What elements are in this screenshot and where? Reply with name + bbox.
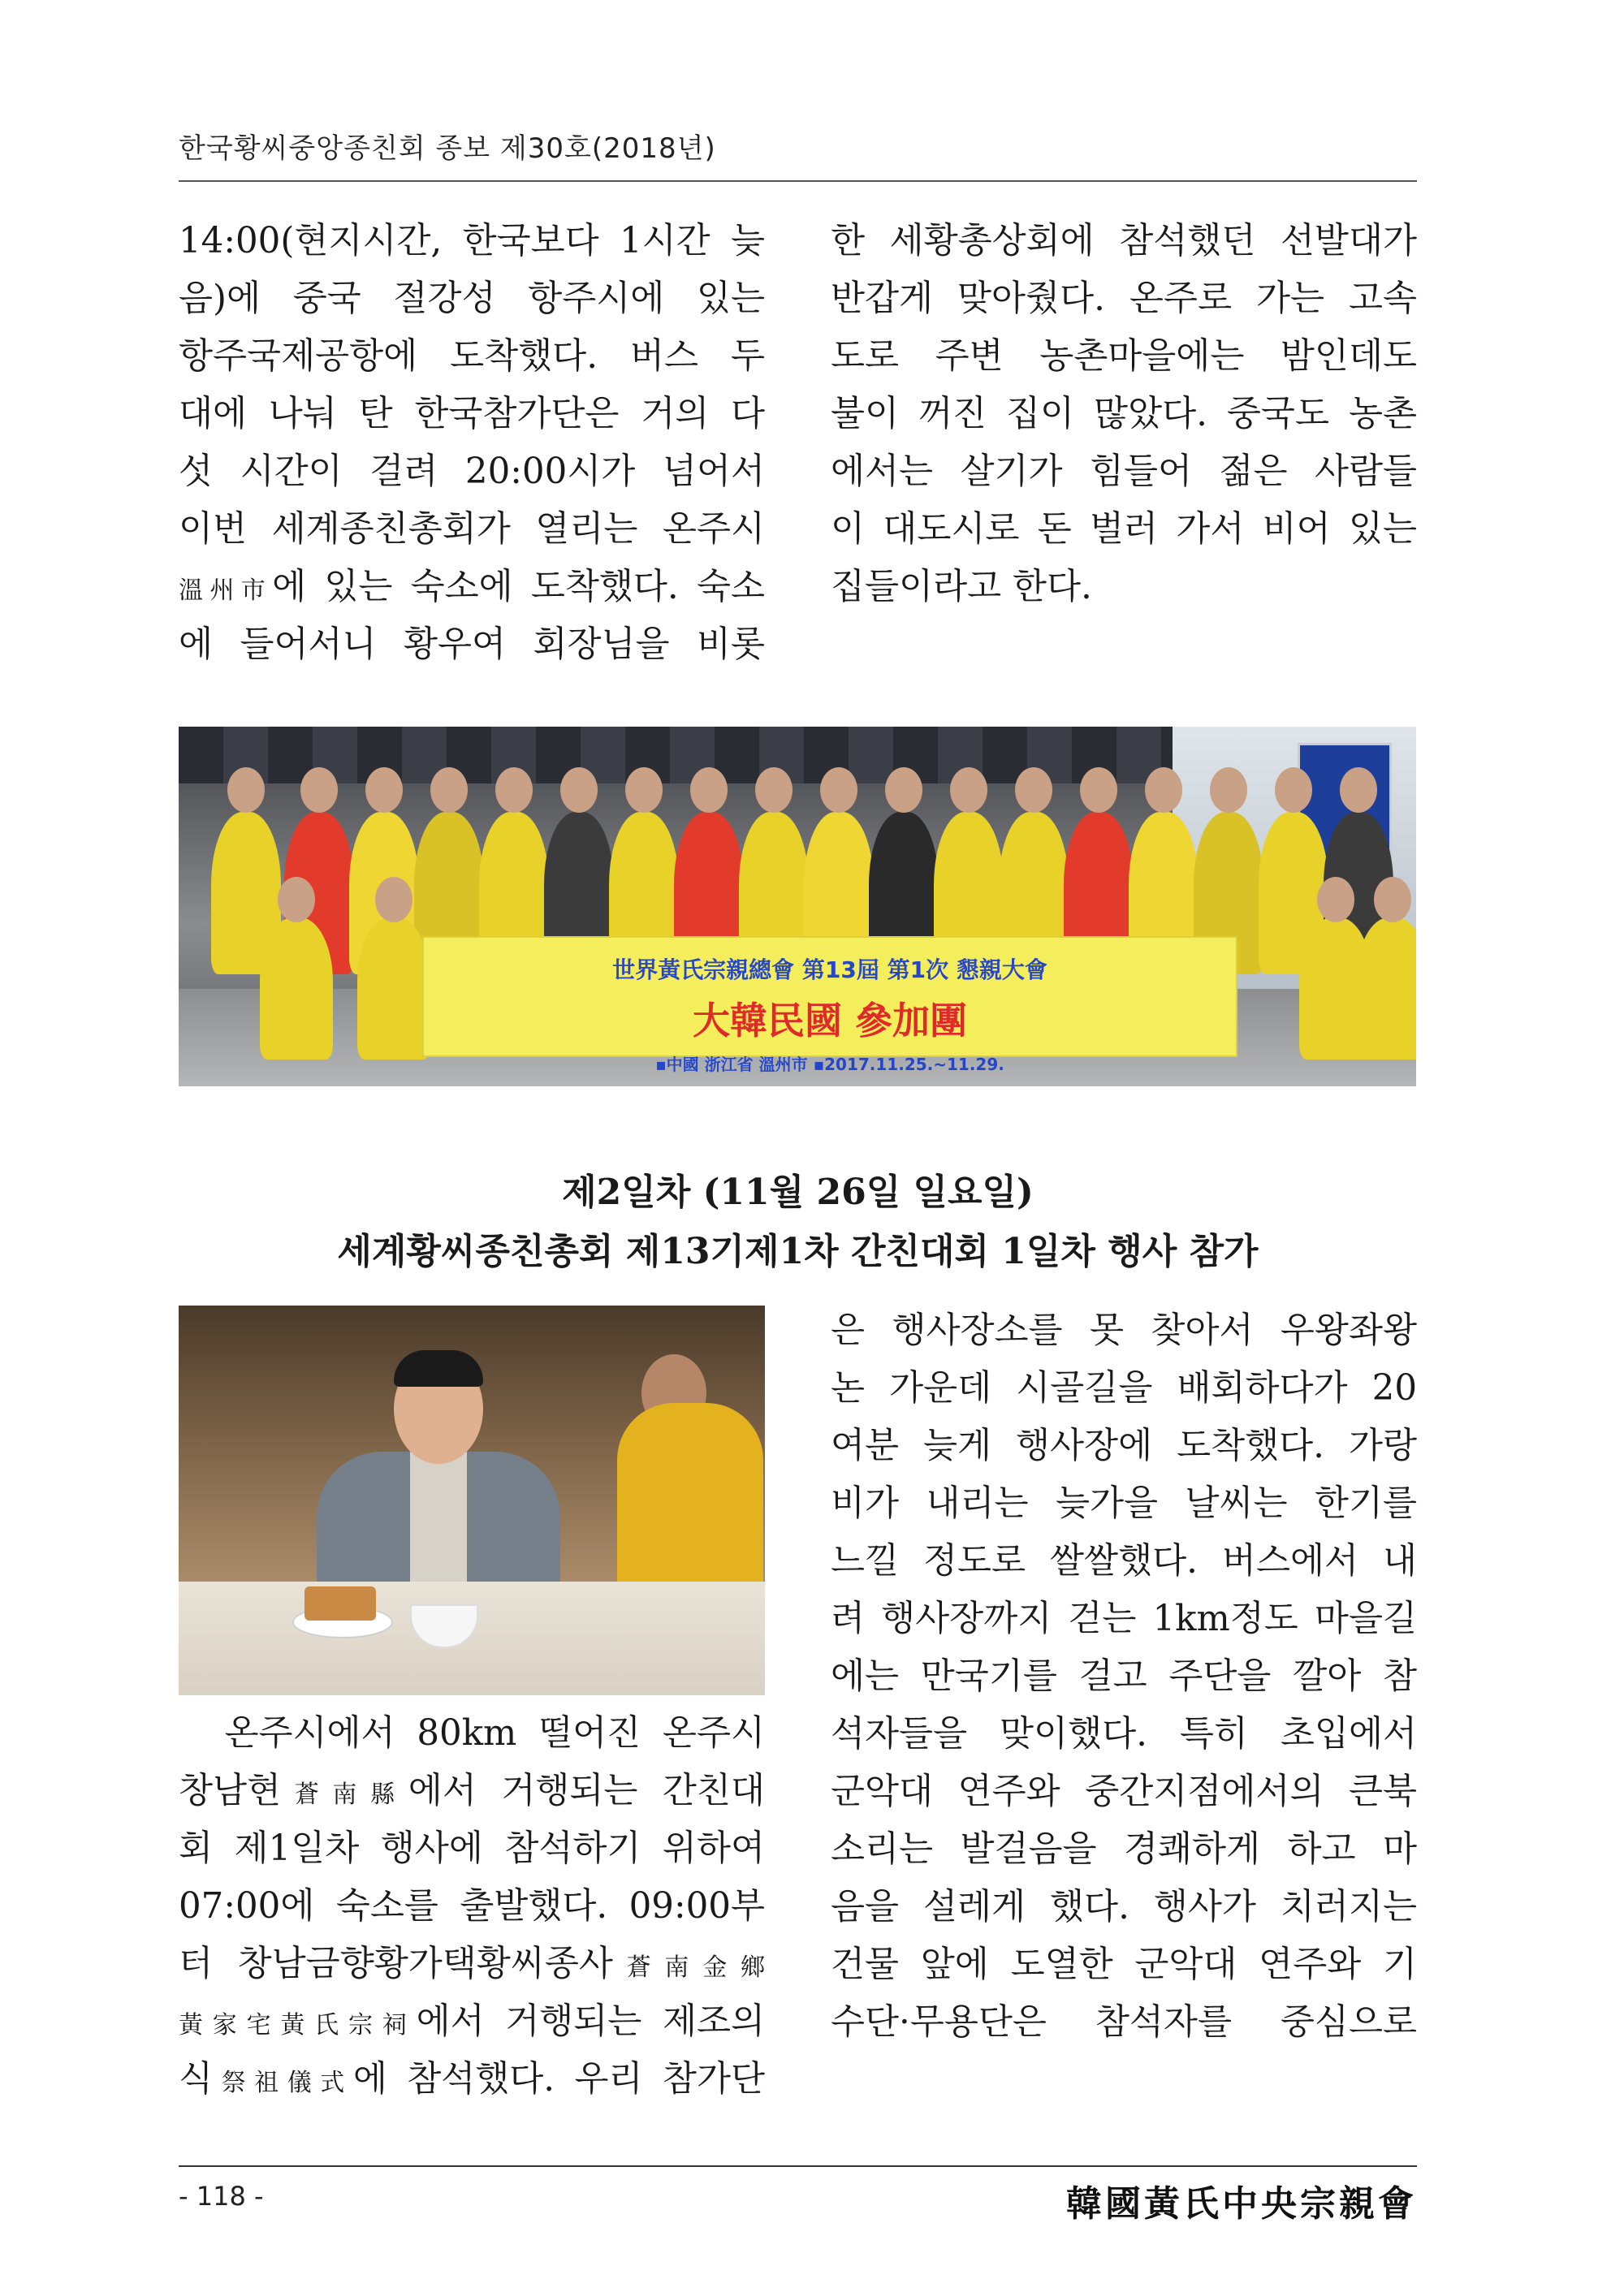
text-line	[179, 501, 765, 559]
text-segment: 에서 거행되는 제조의	[416, 2001, 765, 2042]
group-member-head	[690, 767, 728, 813]
toast	[304, 1586, 376, 1621]
text-segment: 에 들어서니 황우여 회장님을 비롯	[179, 624, 765, 665]
group-member-head	[1340, 767, 1377, 813]
hanja-annotation: 祭祖儀式	[213, 2069, 353, 2097]
running-header: 한국황씨중앙종친회 종보 제30호(2018년)	[179, 132, 716, 165]
text-segment: 창남현	[179, 1771, 282, 1811]
bottom-left-text-column	[179, 1705, 765, 2109]
group-member-head	[495, 767, 533, 813]
group-member-head	[885, 767, 922, 813]
delegation-banner	[422, 936, 1237, 1074]
bottom-right-text-column	[831, 1302, 1417, 2052]
text-segment: 에 참석했다. 우리 참가단	[352, 2059, 765, 2100]
text-segment: 에서는 살기가 힘들어 젊은 사람들	[831, 451, 1417, 492]
text-line	[179, 213, 765, 270]
text-line	[179, 386, 765, 443]
text-segment: 항주국제공항에 도착했다. 버스 두	[179, 336, 765, 377]
text-segment: 집들이라고 한다.	[831, 567, 1092, 607]
text-segment: 회 제1일차 행사에 참석하기 위하여	[179, 1828, 765, 1869]
text-segment: 논 가운데 시골길을 배회하다가 20	[831, 1368, 1417, 1409]
group-member	[260, 917, 333, 1060]
group-member-head	[278, 877, 315, 922]
text-line	[179, 2051, 765, 2109]
text-segment: 에는 만국기를 걸고 주단을 깔아 참	[831, 1656, 1417, 1697]
text-segment: 불이 꺼진 집이 많았다. 중국도 농촌	[831, 394, 1417, 434]
text-segment: 수단·무용단은 참석자를 중심으로	[831, 2002, 1417, 2043]
text-segment: 14:00(현지시간, 한국보다 1시간 늦	[179, 221, 765, 261]
section-title-day: 제2일차 (11월 26일 일요일)	[562, 1172, 1034, 1213]
group-member-head	[375, 877, 412, 922]
text-segment: 소리는 발걸음을 경쾌하게 하고 마	[831, 1829, 1417, 1870]
top-right-text-column	[831, 213, 1417, 616]
text-line	[831, 270, 1417, 328]
text-line	[831, 1360, 1417, 1418]
text-line	[179, 443, 765, 501]
group-photo	[179, 727, 1416, 1086]
text-segment: 터 창남금향황가택황씨종사	[179, 1944, 613, 1984]
text-line	[831, 328, 1417, 386]
text-line	[831, 1533, 1417, 1591]
text-segment: 석자들을 맞이했다. 특히 초입에서	[831, 1714, 1417, 1755]
hanja-annotation: 溫州市	[179, 576, 273, 605]
text-segment: 비가 내리는 늦가을 날씨는 한기를	[831, 1483, 1417, 1524]
text-line	[831, 501, 1417, 559]
text-segment: 음을 설레게 했다. 행사가 치러지는	[831, 1887, 1417, 1927]
page-number: - 118 -	[179, 2181, 264, 2212]
text-segment: 이 대도시로 돈 벌러 가서 비어 있는	[831, 509, 1417, 550]
section-title-event: 세계황씨종친총회 제13기제1차 간친대회 1일차 행사 참가	[337, 1231, 1259, 1272]
text-line	[831, 1302, 1417, 1360]
text-segment: 여분 늦게 행사장에 도착했다. 가랑	[831, 1426, 1417, 1466]
text-line	[831, 213, 1417, 270]
text-line	[831, 1994, 1417, 2052]
text-line	[179, 559, 765, 616]
group-member	[1356, 917, 1416, 1060]
text-segment: 식	[179, 2059, 214, 2100]
group-member-head	[1210, 767, 1247, 813]
text-line	[179, 328, 765, 386]
text-segment: 려 행사장까지 걷는 1km정도 마을길	[831, 1599, 1417, 1639]
dining-photo	[179, 1306, 765, 1695]
hanja-annotation: 蒼南金鄉	[612, 1953, 765, 1982]
text-line	[831, 443, 1417, 501]
group-member-head	[1145, 767, 1182, 813]
text-line	[831, 1418, 1417, 1475]
text-segment: 느낄 정도로 쌀쌀했다. 버스에서 내	[831, 1541, 1417, 1582]
text-segment: 건물 앞에 도열한 군악대 연주와 기	[831, 1945, 1417, 1985]
text-line	[831, 1821, 1417, 1879]
text-segment: 대에 나눠 탄 한국참가단은 거의 다	[179, 394, 765, 434]
text-segment: 은 행사장소를 못 찾아서 우왕좌왕	[831, 1310, 1417, 1351]
text-segment: 한 세황총상회에 참석했던 선발대가	[831, 221, 1417, 261]
text-line	[179, 1936, 765, 1993]
text-line	[831, 1763, 1417, 1821]
text-line	[179, 1993, 765, 2051]
text-line	[831, 559, 1417, 616]
text-line	[179, 270, 765, 328]
group-member-head	[430, 767, 468, 813]
group-member-head	[625, 767, 663, 813]
text-line	[179, 1878, 765, 1936]
banner-location-date: ▪中國 浙江省 溫州市 ▪2017.11.25.~11.29.	[655, 1055, 1004, 1074]
group-member-head	[560, 767, 598, 813]
group-member-head	[365, 767, 403, 813]
text-segment: 에서 거행되는 간친대	[408, 1771, 765, 1811]
group-member-head	[300, 767, 338, 813]
hanja-annotation: 黃家宅黃氏宗祠	[179, 2011, 417, 2039]
text-line	[831, 1475, 1417, 1533]
text-segment: 07:00에 숙소를 출발했다. 09:00부	[179, 1886, 765, 1927]
text-line	[831, 1879, 1417, 1936]
group-member-head	[820, 767, 857, 813]
organization-mark: 韓國黃氏中央宗親會	[1066, 2183, 1417, 2225]
group-member-head	[1275, 767, 1312, 813]
group-member-head	[1080, 767, 1117, 813]
text-line	[831, 386, 1417, 443]
text-segment: 군악대 연주와 중간지점에서의 큰북	[831, 1772, 1417, 1812]
group-member-head	[755, 767, 793, 813]
group-member-head	[1015, 767, 1052, 813]
header-rule	[179, 180, 1417, 182]
text-line	[179, 616, 765, 674]
text-segment: 도로 주변 농촌마을에는 밤인데도	[831, 336, 1417, 377]
text-segment: 섯 시간이 걸려 20:00시가 넘어서	[179, 451, 765, 492]
text-line	[831, 1936, 1417, 1994]
top-left-text-column	[179, 213, 765, 674]
text-line	[831, 1648, 1417, 1706]
group-member	[357, 917, 430, 1060]
group-member-head	[227, 767, 265, 813]
text-segment: 온주시에서 80km 떨어진 온주시	[179, 1713, 765, 1754]
text-line	[179, 1763, 765, 1820]
text-segment: 이번 세계종친총회가 열리는 온주시	[179, 509, 765, 550]
text-segment: 음)에 중국 절강성 항주시에 있는	[179, 278, 765, 319]
banner-delegation-name: 大韓民國 參加團	[692, 999, 967, 1042]
text-line	[831, 1706, 1417, 1763]
dining-table	[179, 1582, 765, 1695]
text-segment: 에 있는 숙소에 도착했다. 숙소	[272, 567, 765, 607]
hanja-annotation: 蒼南縣	[281, 1781, 408, 1809]
group-member-head	[1317, 877, 1354, 922]
text-line	[831, 1591, 1417, 1648]
text-line	[179, 1820, 765, 1878]
text-segment: 반갑게 맞아줬다. 온주로 가는 고속	[831, 278, 1417, 319]
footer-rule	[179, 2165, 1417, 2167]
group-member-head	[1374, 877, 1411, 922]
text-line	[179, 1705, 765, 1763]
banner-event-title: 世界黃氏宗親總會 第13屆 第1次 懇親大會	[612, 956, 1047, 983]
group-member-head	[950, 767, 987, 813]
